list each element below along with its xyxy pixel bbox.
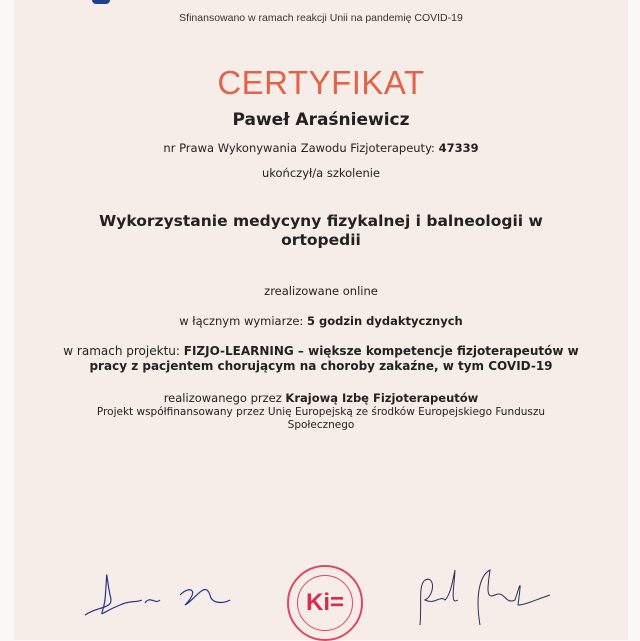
certificate-title: CERTYFIKAT xyxy=(217,64,425,101)
kif-seal-logo xyxy=(287,565,363,641)
cofinance-note: Projekt współfinansowany przez Unię Europejską ze środków Europejskiego Funduszu Społecznego xyxy=(96,406,546,431)
funding-note: Sfinansowano w ramach reakcji Unii na pandemię COVID-19 xyxy=(179,12,463,24)
project-name: FIZJO-LEARNING – większe kompetencje fizjoterapeutów w pracy z pacjentem chorującym na choroby zakaźne, w tym COVID-19 xyxy=(89,344,579,373)
mode-text: zrealizowane online xyxy=(264,284,378,298)
kif-logo-icon: Ki= xyxy=(297,575,353,631)
signature-left xyxy=(80,565,240,625)
realized-prefix: realizowanego przez xyxy=(163,391,282,405)
eu-flag-corner xyxy=(92,0,110,4)
license-label: nr Prawa Wykonywania Zawodu Fizjoterapeuty: xyxy=(163,141,435,155)
organizer-name: Krajową Izbę Fizjoterapeutów xyxy=(285,391,479,405)
hours-value: 5 godzin dydaktycznych xyxy=(306,314,463,328)
signature-right xyxy=(410,565,560,635)
course-title: Wykorzystanie medycyny fizykalnej i balneologii w ortopedii xyxy=(99,212,543,249)
completed-text: ukończył/a szkolenie xyxy=(261,166,380,180)
project-prefix: w ramach projektu: xyxy=(63,344,180,358)
recipient-name: Paweł Araśniewicz xyxy=(232,110,410,130)
license-line xyxy=(14,141,628,155)
project-line xyxy=(14,344,628,374)
hours-prefix: w łącznym wymiarze: xyxy=(179,314,304,328)
organizer-line xyxy=(14,391,628,405)
license-number: 47339 xyxy=(438,141,479,155)
hours-line xyxy=(14,314,628,328)
